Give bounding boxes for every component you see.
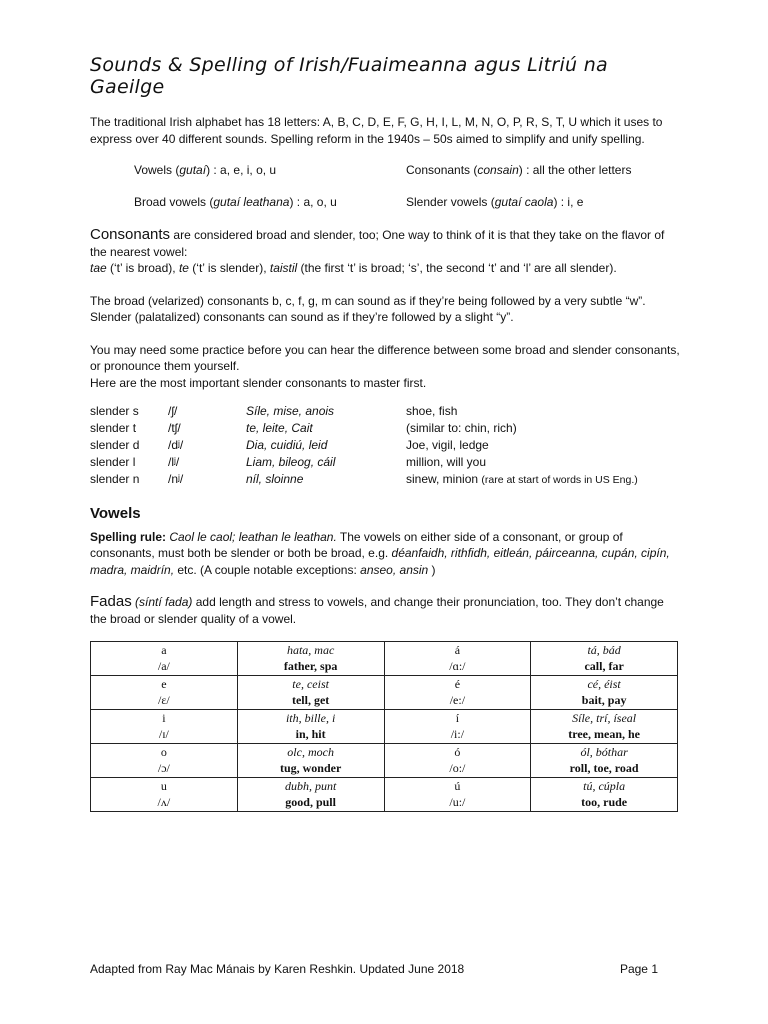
vowels-heading: Vowels [90,505,141,522]
table-cell: i /ɪ/ [91,710,238,744]
consonants-heading: Consonants [90,226,171,243]
table-cell: ó /o:/ [384,744,531,778]
table-row [91,676,678,710]
broad-vowels-definition: Broad vowels (gutaí leathana) : a, o, u [134,195,337,209]
table-cell: a /a/ [91,642,238,676]
table-cell: á /ɑ:/ [384,642,531,676]
spelling-rule-paragraph: Spelling rule: Caol le caol; leathan le leathan. The vowels on either side of a consonant, or group of consonants, must both be slender or both be broad, e.g. déanfaidh, rithfidh, eitleán, páirceanna, cupán, cipín, madra, maidrín, etc. (A couple notable exceptions: anseo, ansin ) [90,529,670,577]
slender-vowels-definition: Slender vowels (gutaí caola) : i, e [406,195,584,209]
table-cell: ith, bille, i in, hit [237,710,384,744]
slender-row: slender d /dʲ/ Dia, cuidiú, leid Joe, vigil, ledge [90,438,489,452]
slender-consonants-table [90,403,680,488]
table-row [91,710,678,744]
fada-vowel-table [90,641,678,812]
fadas-paragraph: Fadas (síntí fada) add length and stress to vowels, and change their pronunciation, too. They don’t change the broad or slender quality of a vowel. [90,593,664,626]
intro-paragraph: The traditional Irish alphabet has 18 letters: A, B, C, D, E, F, G, H, I, L, M, N, O, P, R, S, T, U which it uses to express over 40 different sounds. Spelling reform in the 1940s – 50s aimed to simplify and unify spelling. [90,115,663,146]
table-cell: te, ceist tell, get [237,676,384,710]
slender-row: slender n /nʲ/ níl, sloinne sinew, minion (rare at start of words in US Eng.) [90,472,638,486]
table-cell: Síle, trí, íseal tree, mean, he [531,710,678,744]
vowels-definition: Vowels (gutaí) : a, e, i, o, u [134,163,277,177]
table-cell: o /ɔ/ [91,744,238,778]
broad-slender-row [134,195,680,209]
table-cell: hata, mac father, spa [237,642,384,676]
table-cell: e /ɛ/ [91,676,238,710]
page-number: Page 1 [619,962,658,976]
table-cell: é /e:/ [384,676,531,710]
table-cell: u /ʌ/ [91,778,238,812]
page-title: Sounds & Spelling of Irish/Fuaimeanna agus Litriú na Gaeilge [90,54,608,98]
table-row [91,778,678,812]
table-row [91,744,678,778]
practice-paragraph: You may need some practice before you can hear the difference between some broad and slender consonants, or pronounce them yourself. [90,342,680,373]
table-cell: ól, bóthar roll, toe, road [531,744,678,778]
table-cell: cé, éist bait, pay [531,676,678,710]
table-cell: í /i:/ [384,710,531,744]
document-page [90,54,680,812]
table-cell: tá, bád call, far [531,642,678,676]
page-footer [90,962,658,976]
table-cell: ú /u:/ [384,778,531,812]
consonants-examples: tae (‘t’ is broad), te (‘t’ is slender), taistil (the first ‘t’ is broad; ‘s’, the second ‘t’ and ‘l’ are all slender). [90,261,617,275]
slender-row: slender t /tʃ/ te, leite, Cait (similar to: chin, rich) [90,421,517,435]
slender-row: slender s /ʃ/ Síle, mise, anois shoe, fish [90,404,458,418]
table-cell: dubh, punt good, pull [237,778,384,812]
consonants-intro: Consonants are considered broad and slender, too; One way to think of it is that they take on the flavor of the nearest vowel: [90,226,665,259]
table-cell: olc, moch tug, wonder [237,744,384,778]
broad-consonants-paragraph: The broad (velarized) consonants b, c, f, g, m can sound as if they’re being followed by a very subtle “w”. Slender (palatalized) consonants can sound as if they’re followed by a slight “y”. [90,293,646,324]
important-paragraph: Here are the most important slender consonants to master first. [90,375,427,390]
slender-row: slender l /lʲ/ Liam, bileog, cáil million, will you [90,455,487,469]
footer-credit: Adapted from Ray Mac Mánais by Karen Reshkin. Updated June 2018 [90,962,465,976]
table-row [91,642,678,676]
table-cell: tú, cúpla too, rude [531,778,678,812]
consonants-definition: Consonants (consain) : all the other letters [406,163,632,177]
vowel-consonant-row [134,163,680,177]
